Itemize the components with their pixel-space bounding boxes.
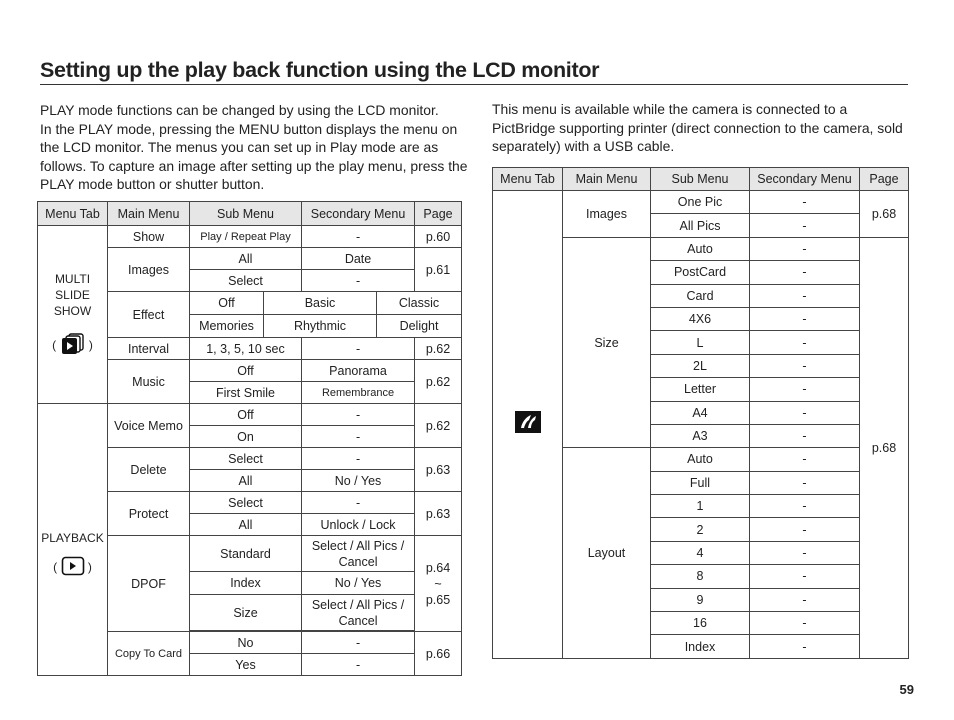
page-ref: p.66 [415,632,462,676]
secondary-value: Select / All Pics / Cancel [302,595,415,631]
paren-close: ) [87,559,92,574]
sub-value: On [190,426,302,448]
header-sub-menu: Sub Menu [651,168,750,191]
main-dpof: DPOF [108,536,190,632]
sub-value: No [190,632,302,654]
sub-value: Yes [190,654,302,676]
pictbridge-menu-table [492,167,909,659]
secondary-value: Unlock / Lock [302,514,415,536]
header-secondary-menu: Secondary Menu [302,202,415,226]
sub-value: All [190,514,302,536]
sub-value: Auto [651,448,750,471]
main-images: Images [563,191,651,238]
effect-option: Delight [377,315,462,338]
secondary-value: - [302,426,415,448]
page-ref-dpof [415,536,462,632]
effect-option: Basic [264,292,377,315]
sub-value: 9 [651,588,750,611]
sub-value: Auto [651,237,750,260]
secondary-value: - [750,191,860,214]
sub-value: All [190,248,302,270]
sub-value: Off [190,360,302,382]
sub-value: All [190,470,302,492]
sub-value: Card [651,284,750,307]
header-page: Page [860,168,909,191]
secondary-value: No / Yes [302,572,415,595]
sub-value: All Pics [651,214,750,237]
page-ref: p.63 [415,448,462,492]
sub-value: Index [651,635,750,658]
secondary-value: - [302,632,415,654]
secondary-value: - [302,404,415,426]
sub-value: 4X6 [651,307,750,330]
paren-close: ) [88,337,93,352]
page-ref: p.65 [425,592,451,607]
sub-value: Select [190,448,302,470]
play-menu-table [37,201,462,676]
table-row [38,404,462,426]
table-header-row [38,202,462,226]
sub-value: Off [190,404,302,426]
left-intro-text [40,101,468,194]
header-main-menu: Main Menu [563,168,651,191]
menu-tab-multi-slide-show [38,226,108,404]
main-copy-to-card: Copy To Card [108,632,190,676]
secondary-value: - [750,378,860,401]
secondary-value: - [750,588,860,611]
secondary-value: - [750,354,860,377]
page-range-tilde: ~ [434,576,442,591]
intro-paragraph: In the PLAY mode, pressing the MENU button displays the menu on the LCD monitor. The menus you can set up in Play mode are as follows. To capture an image after setting up the play menu, press the PLAY mode button or shutter button. [40,120,468,193]
slideshow-icon [60,333,86,359]
header-menu-tab: Menu Tab [38,202,108,226]
secondary-value: - [750,214,860,237]
secondary-value: - [750,612,860,635]
sub-value: 16 [651,612,750,635]
effect-option: Memories [190,315,264,338]
multi-slide-show-label: MULTI SLIDE SHOW [53,271,92,318]
secondary-value: - [750,448,860,471]
sub-value: A4 [651,401,750,424]
main-protect: Protect [108,492,190,536]
secondary-value: - [750,237,860,260]
sub-value: Size [190,595,302,631]
sub-value: Select [190,492,302,514]
main-music: Music [108,360,190,404]
header-page: Page [415,202,462,226]
play-icon [61,556,85,580]
sub-value: 2 [651,518,750,541]
page-ref: p.63 [415,492,462,536]
secondary-value: - [750,284,860,307]
header-secondary-menu: Secondary Menu [750,168,860,191]
page-ref: p.64 [425,560,451,575]
effect-option: Classic [377,292,462,315]
page-ref: p.60 [415,226,462,248]
effect-option: Off [190,292,264,315]
sub-value: 1 [651,495,750,518]
sub-value: One Pic [651,191,750,214]
effect-option: Rhythmic [264,315,377,338]
secondary-value: - [302,226,415,248]
secondary-value: - [750,541,860,564]
header-menu-tab: Menu Tab [493,168,563,191]
secondary-value: Panorama [302,360,415,382]
main-voice-memo: Voice Memo [108,404,190,448]
secondary-value: - [302,270,415,292]
sub-play-repeat: Play / Repeat Play [190,226,302,248]
secondary-value: - [302,448,415,470]
main-effect: Effect [108,292,190,338]
header-sub-menu: Sub Menu [190,202,302,226]
main-delete: Delete [108,448,190,492]
main-size: Size [563,237,651,448]
main-show: Show [108,226,190,248]
secondary-value: - [750,635,860,658]
table-header-row [493,168,909,191]
page-ref: p.68 [860,191,909,238]
sub-value: 4 [651,541,750,564]
page-number: 59 [899,682,914,697]
secondary-value: - [750,307,860,330]
secondary-value: Select / All Pics / Cancel [302,536,415,572]
secondary-value: - [750,471,860,494]
secondary-value: - [750,424,860,447]
menu-tab-pictbridge [493,191,563,659]
sub-value: Full [651,471,750,494]
secondary-value: Remembrance [302,382,415,404]
sub-value: Standard [190,536,302,572]
secondary-value: - [750,401,860,424]
secondary-value: - [302,492,415,514]
paren-open: ( [52,337,57,352]
sub-value: PostCard [651,261,750,284]
secondary-value: - [750,495,860,518]
page-ref: p.62 [415,360,462,404]
sub-value: Select [190,270,302,292]
page-ref: p.68 [860,237,909,658]
menu-tab-playback [38,404,108,676]
sub-value: Index [190,572,302,595]
main-images: Images [108,248,190,292]
secondary-value: - [750,518,860,541]
pictbridge-icon [514,410,542,438]
main-interval: Interval [108,338,190,360]
secondary-value: - [302,654,415,676]
table-row [493,191,909,214]
sub-value: Letter [651,378,750,401]
secondary-value: - [302,338,415,360]
sub-value: First Smile [190,382,302,404]
main-layout: Layout [563,448,651,659]
secondary-value: No / Yes [302,470,415,492]
sub-value: L [651,331,750,354]
secondary-value: - [750,565,860,588]
sub-value: 8 [651,565,750,588]
page-ref: p.61 [415,248,462,292]
right-intro-text: This menu is available while the camera is connected to a PictBridge supporting printer (direct connection to the camera, sold separately) with a USB cable. [492,101,903,155]
sub-value: A3 [651,424,750,447]
secondary-value: Date [302,248,415,270]
table-row [38,226,462,248]
secondary-value: - [750,261,860,284]
sub-value: 1, 3, 5, 10 sec [190,338,302,360]
page-title: Setting up the play back function using the LCD monitor [40,58,908,85]
intro-line-1: PLAY mode functions can be changed by using the LCD monitor. [40,102,439,118]
playback-label: PLAYBACK [41,530,104,545]
paren-open: ( [53,559,58,574]
header-main-menu: Main Menu [108,202,190,226]
page-ref: p.62 [415,338,462,360]
secondary-value: - [750,331,860,354]
sub-value: 2L [651,354,750,377]
page-ref: p.62 [415,404,462,448]
